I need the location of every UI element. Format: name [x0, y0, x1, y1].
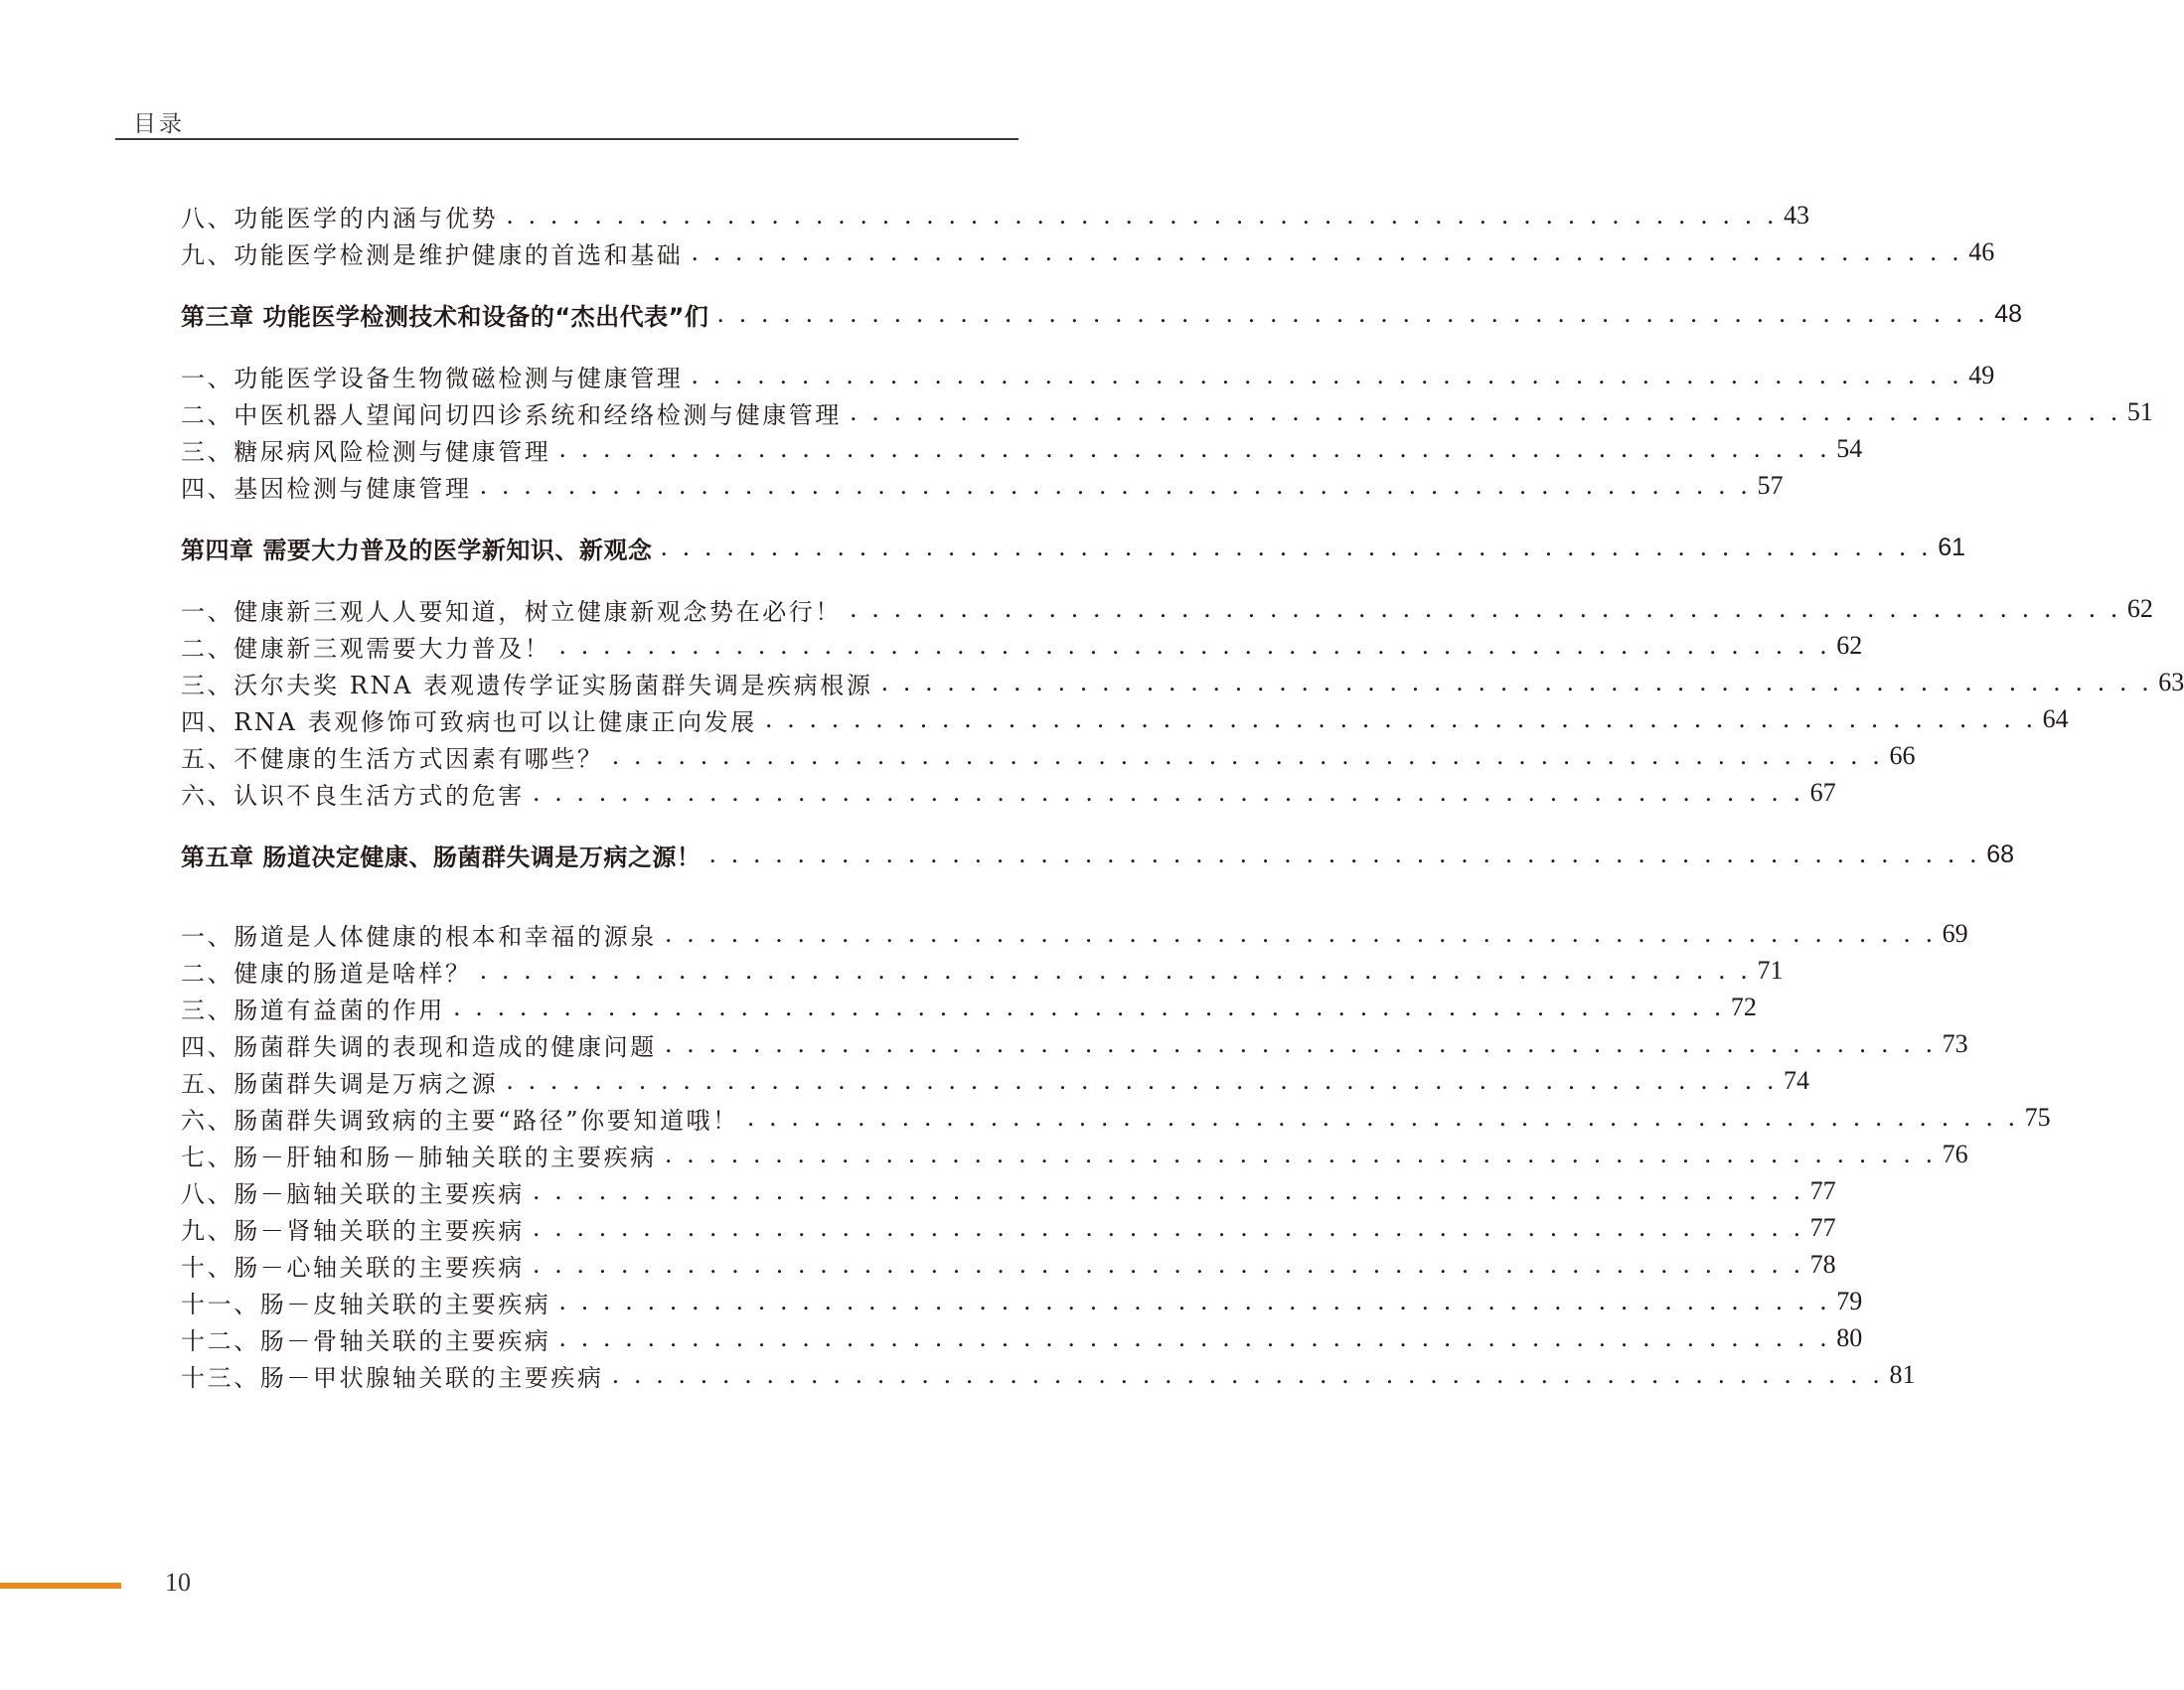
- toc-section-entry[interactable]: [181, 988, 1757, 1027]
- toc-entry-title: 五、不健康的生活方式因素有哪些？: [181, 744, 604, 773]
- toc-entry-title: 三、糖尿病风险检测与健康管理: [181, 437, 551, 466]
- toc-entry-title: 一、肠道是人体健康的根本和幸福的源泉: [181, 922, 657, 951]
- toc-entry-title: 十一、肠－皮轴关联的主要疾病: [181, 1290, 551, 1318]
- toc-section-entry[interactable]: [181, 1208, 1836, 1248]
- toc-entry-page: 67: [1809, 778, 1836, 807]
- toc-dot-leader: . . . . . . . . . . . . . . . . . . . . . . . . . . . . . . . . . . . . . . . . . . . . . . . . . . . . . . . . . .: [532, 779, 1804, 807]
- toc-entry-title: 二、健康新三观需要大力普及！: [181, 634, 551, 663]
- toc-dot-leader: . . . . . . . . . . . . . . . . . . . . . . . . . . . . . . . . . . . . . . . . . . . . . . . . . . . . . . . . . .: [532, 1177, 1804, 1205]
- toc-dot-leader: . . . . . . . . . . . . . . . . . . . . . . . . . . . . . . . . . . . . . . . . . . . . . . . . . . . . . . . . . .: [691, 238, 1963, 266]
- toc-section-entry[interactable]: [181, 1318, 1863, 1358]
- toc-dot-leader: . . . . . . . . . . . . . . . . . . . . . . . . . . . . . . . . . . . . . . . . . . . . . . . . . . . . . . . . . .: [850, 398, 2121, 426]
- toc-section-entry[interactable]: [181, 196, 1810, 235]
- toc-section-entry[interactable]: [181, 1355, 1916, 1395]
- toc-entry-page: 48: [1994, 299, 2023, 328]
- toc-entry-page: 66: [1889, 741, 1916, 770]
- toc-dot-leader: . . . . . . . . . . . . . . . . . . . . . . . . . . . . . . . . . . . . . . . . . . . . . . . . . . . . . . . . . .: [558, 632, 1831, 660]
- toc-entry-title: 第四章 需要大力普及的医学新知识、新观念: [181, 536, 653, 564]
- header-divider: [115, 138, 1018, 140]
- toc-entry-title: 一、健康新三观人人要知道，树立健康新观念势在必行！: [181, 597, 842, 626]
- toc-chapter-entry[interactable]: [181, 835, 2014, 874]
- toc-section-entry[interactable]: [181, 1024, 1968, 1064]
- toc-entry-page: 64: [2042, 704, 2069, 733]
- toc-dot-leader: . . . . . . . . . . . . . . . . . . . . . . . . . . . . . . . . . . . . . . . . . . . . . . . . . . . . . . . . . .: [664, 1030, 1937, 1058]
- toc-dot-leader: . . . . . . . . . . . . . . . . . . . . . . . . . . . . . . . . . . . . . . . . . . . . . . . . . . . . . . . . . .: [850, 595, 2121, 623]
- toc-entry-title: 八、肠－脑轴关联的主要疾病: [181, 1179, 525, 1208]
- toc-section-entry[interactable]: [181, 232, 1995, 272]
- toc-dot-leader: . . . . . . . . . . . . . . . . . . . . . . . . . . . . . . . . . . . . . . . . . . . . . . . . . . . . . . . . . .: [664, 920, 1937, 948]
- toc-entry-title: 第三章 功能医学检测技术和设备的“杰出代表”们: [181, 302, 709, 331]
- toc-section-entry[interactable]: [181, 1061, 1810, 1101]
- page-header: [0, 0, 1181, 149]
- toc-entry-title: 六、肠菌群失调致病的主要“路径”你要知道哦！: [181, 1106, 739, 1135]
- toc-entry-title: 九、肠－肾轴关联的主要疾病: [181, 1216, 525, 1245]
- toc-entry-page: 78: [1809, 1250, 1836, 1279]
- toc-dot-leader: . . . . . . . . . . . . . . . . . . . . . . . . . . . . . . . . . . . . . . . . . . . . . . . . . . . . . . . . . .: [746, 1104, 2019, 1132]
- toc-section-entry[interactable]: [181, 626, 1863, 666]
- toc-entry-title: 九、功能医学检测是维护健康的首选和基础: [181, 240, 684, 269]
- toc-entry-page: 46: [1968, 237, 1995, 266]
- toc-entry-page: 77: [1809, 1176, 1836, 1205]
- header-title: 目录: [133, 111, 185, 137]
- toc-entry-title: 第五章 肠道决定健康、肠菌群失调是万病之源！: [181, 843, 702, 871]
- toc-entry-title: 七、肠－肝轴和肠－肺轴关联的主要疾病: [181, 1143, 657, 1171]
- toc-section-entry[interactable]: [181, 699, 2069, 739]
- toc-section-entry[interactable]: [181, 736, 1916, 776]
- toc-entry-page: 69: [1942, 919, 1968, 948]
- toc-dot-leader: . . . . . . . . . . . . . . . . . . . . . . . . . . . . . . . . . . . . . . . . . . . . . . . . . . . . . . . . . .: [660, 534, 1933, 561]
- toc-entry-page: 75: [2024, 1103, 2051, 1132]
- toc-entry-page: 79: [1836, 1287, 1863, 1315]
- toc-dot-leader: . . . . . . . . . . . . . . . . . . . . . . . . . . . . . . . . . . . . . . . . . . . . . . . . . . . . . . . . . .: [716, 300, 1989, 328]
- toc-entry-page: 62: [1836, 631, 1863, 660]
- toc-entry-page: 80: [1836, 1323, 1863, 1352]
- toc-entry-page: 61: [1938, 533, 1965, 561]
- toc-entry-page: 62: [2126, 594, 2153, 623]
- toc-entry-title: 三、肠道有益菌的作用: [181, 996, 445, 1024]
- toc-section-entry[interactable]: [181, 356, 1995, 395]
- toc-dot-leader: . . . . . . . . . . . . . . . . . . . . . . . . . . . . . . . . . . . . . . . . . . . . . . . . . . . . . . . . . .: [880, 669, 2153, 696]
- toc-dot-leader: . . . . . . . . . . . . . . . . . . . . . . . . . . . . . . . . . . . . . . . . . . . . . . . . . . . . . . . . . .: [532, 1251, 1804, 1279]
- toc-entry-title: 十三、肠－甲状腺轴关联的主要疾病: [181, 1363, 604, 1392]
- toc-entry-title: 六、认识不良生活方式的危害: [181, 781, 525, 810]
- toc-entry-page: 57: [1757, 471, 1784, 500]
- toc-entry-title: 三、沃尔夫奖 RNA 表观遗传学证实肠菌群失调是疾病根源: [181, 671, 873, 699]
- toc-section-entry[interactable]: [181, 1098, 2051, 1138]
- toc-entry-title: 十二、肠－骨轴关联的主要疾病: [181, 1326, 551, 1355]
- footer-accent-bar: [0, 1583, 121, 1589]
- toc-entry-page: 51: [2126, 397, 2153, 426]
- toc-dot-leader: . . . . . . . . . . . . . . . . . . . . . . . . . . . . . . . . . . . . . . . . . . . . . . . . . . . . . . . . . .: [664, 1141, 1937, 1168]
- toc-dot-leader: . . . . . . . . . . . . . . . . . . . . . . . . . . . . . . . . . . . . . . . . . . . . . . . . . . . . . . . . . .: [558, 1288, 1831, 1315]
- toc-entry-title: 四、基因检测与健康管理: [181, 474, 472, 503]
- toc-section-entry[interactable]: [181, 1171, 1836, 1211]
- toc-entry-page: 68: [1986, 840, 2014, 868]
- toc-dot-leader: . . . . . . . . . . . . . . . . . . . . . . . . . . . . . . . . . . . . . . . . . . . . . . . . . . . . . . . . . .: [708, 841, 1981, 868]
- toc-dot-leader: . . . . . . . . . . . . . . . . . . . . . . . . . . . . . . . . . . . . . . . . . . . . . . . . . . . . . . . . . .: [764, 705, 2037, 733]
- toc-dot-leader: . . . . . . . . . . . . . . . . . . . . . . . . . . . . . . . . . . . . . . . . . . . . . . . . . . . . . . . . . .: [453, 994, 1725, 1021]
- page-number: 10: [165, 1568, 191, 1597]
- toc-chapter-entry[interactable]: [181, 294, 2023, 334]
- toc-dot-leader: . . . . . . . . . . . . . . . . . . . . . . . . . . . . . . . . . . . . . . . . . . . . . . . . . . . . . . . . . .: [506, 202, 1779, 230]
- toc-dot-leader: . . . . . . . . . . . . . . . . . . . . . . . . . . . . . . . . . . . . . . . . . . . . . . . . . . . . . . . . . .: [611, 1361, 1884, 1389]
- toc-section-entry[interactable]: [181, 429, 1863, 469]
- toc-entry-title: 八、功能医学的内涵与优势: [181, 204, 499, 232]
- toc-dot-leader: . . . . . . . . . . . . . . . . . . . . . . . . . . . . . . . . . . . . . . . . . . . . . . . . . . . . . . . . . .: [479, 472, 1752, 500]
- toc-section-entry[interactable]: [181, 466, 1784, 506]
- toc-entry-page: 49: [1968, 361, 1995, 389]
- toc-entry-page: 54: [1836, 434, 1863, 463]
- toc-entry-page: 73: [1942, 1029, 1968, 1058]
- toc-entry-page: 71: [1757, 956, 1784, 985]
- toc-entry-page: 77: [1809, 1213, 1836, 1242]
- toc-entry-page: 63: [2158, 668, 2184, 696]
- toc-entry-title: 四、肠菌群失调的表现和造成的健康问题: [181, 1032, 657, 1061]
- toc-entry-title: 二、中医机器人望闻问切四诊系统和经络检测与健康管理: [181, 400, 842, 429]
- toc-entry-page: 76: [1942, 1140, 1968, 1168]
- toc-section-entry[interactable]: [181, 1282, 1863, 1321]
- toc-entry-title: 十、肠－心轴关联的主要疾病: [181, 1253, 525, 1282]
- toc-section-entry[interactable]: [181, 663, 2184, 702]
- toc-entry-title: 二、健康的肠道是啥样？: [181, 959, 472, 988]
- toc-section-entry[interactable]: [181, 773, 1836, 813]
- toc-chapter-entry[interactable]: [181, 528, 1965, 567]
- toc-dot-leader: . . . . . . . . . . . . . . . . . . . . . . . . . . . . . . . . . . . . . . . . . . . . . . . . . . . . . . . . . .: [558, 1324, 1831, 1352]
- toc-dot-leader: . . . . . . . . . . . . . . . . . . . . . . . . . . . . . . . . . . . . . . . . . . . . . . . . . . . . . . . . . .: [558, 435, 1831, 463]
- toc-dot-leader: . . . . . . . . . . . . . . . . . . . . . . . . . . . . . . . . . . . . . . . . . . . . . . . . . . . . . . . . . .: [611, 742, 1884, 770]
- toc-entry-page: 43: [1784, 201, 1810, 230]
- toc-section-entry[interactable]: [181, 1245, 1836, 1285]
- toc-section-entry[interactable]: [181, 589, 2153, 629]
- toc-dot-leader: . . . . . . . . . . . . . . . . . . . . . . . . . . . . . . . . . . . . . . . . . . . . . . . . . . . . . . . . . .: [691, 362, 1963, 389]
- toc-dot-leader: . . . . . . . . . . . . . . . . . . . . . . . . . . . . . . . . . . . . . . . . . . . . . . . . . . . . . . . . . .: [479, 957, 1752, 985]
- toc-section-entry[interactable]: [181, 392, 2153, 432]
- toc-section-entry[interactable]: [181, 1135, 1968, 1174]
- toc-entry-title: 五、肠菌群失调是万病之源: [181, 1069, 499, 1098]
- toc-entry-page: 74: [1784, 1066, 1810, 1095]
- toc-dot-leader: . . . . . . . . . . . . . . . . . . . . . . . . . . . . . . . . . . . . . . . . . . . . . . . . . . . . . . . . . .: [532, 1214, 1804, 1242]
- toc-section-entry[interactable]: [181, 914, 1968, 954]
- toc-section-entry[interactable]: [181, 951, 1784, 991]
- toc-entry-title: 一、功能医学设备生物微磁检测与健康管理: [181, 364, 684, 392]
- toc-dot-leader: . . . . . . . . . . . . . . . . . . . . . . . . . . . . . . . . . . . . . . . . . . . . . . . . . . . . . . . . . .: [506, 1067, 1779, 1095]
- toc-entry-page: 81: [1889, 1360, 1916, 1389]
- toc-entry-page: 72: [1730, 993, 1757, 1021]
- toc-entry-title: 四、RNA 表观修饰可致病也可以让健康正向发展: [181, 707, 757, 736]
